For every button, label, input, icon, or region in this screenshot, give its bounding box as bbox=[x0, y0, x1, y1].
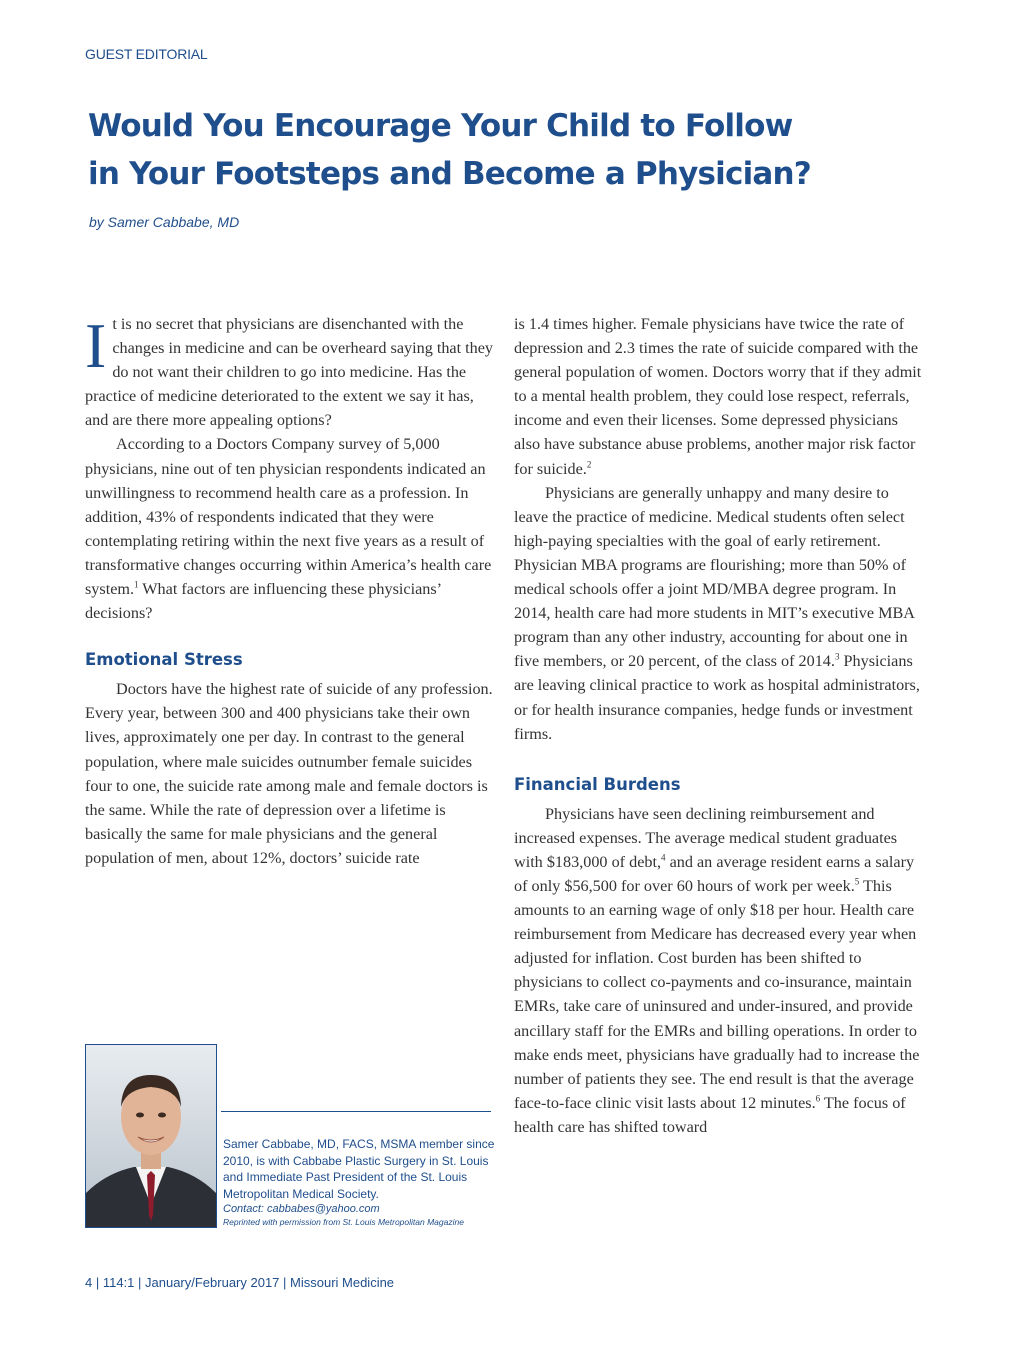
article-title-line-2: in Your Footsteps and Become a Physician? bbox=[88, 156, 811, 192]
drop-cap: I bbox=[85, 310, 107, 381]
intro-paragraph: It is no secret that physicians are disenchanted with the changes in medicine and can be overheard saying that they do not want their children to go into medicine. Has the practice of medicine deteriorated to the extent we say it has, and are there more appealing options? bbox=[85, 310, 494, 430]
section-heading-emotional-stress: Emotional Stress bbox=[85, 650, 243, 670]
financial-burdens-paragraph: Physicians have seen declining reimbursement and increased expenses. The average medical student graduates with $183,000 of debt,$^4$ and an average resident earns a salary of only $56,500 for over 60 hours of work per week.$^5$ This amounts to an earning wage of only $18 per hour. Health care reimbursement from Medicare has decreased every year when adjusted for inflation. Cost burden has been shifted to physicians to collect co-payments and co-insurance, maintain EMRs, take care of uninsured and under-insured, and provide ancillary staff for the EMRs and billing operations. In order to make ends meet, physicians have gradually had to increase the number of patients they see. The end result is that the average face-to-face clinic visit lasts about 12 minutes.$^6$ The focus of health care has shifted toward bbox=[514, 804, 920, 1136]
footnote-ref: 5 bbox=[854, 876, 860, 887]
author-bio bbox=[223, 1136, 498, 1228]
section-heading-financial-burdens: Financial Burdens bbox=[514, 774, 681, 794]
author-contact: Contact: cabbabes@yahoo.com bbox=[223, 1203, 380, 1215]
bio-divider bbox=[221, 1111, 491, 1112]
page-footer: 4 | 114:1 | January/February 2017 | Missouri Medicine bbox=[85, 1275, 395, 1290]
footnote-ref: 6 bbox=[815, 1093, 821, 1104]
author-portrait-image bbox=[86, 1045, 216, 1227]
survey-paragraph: According to a Doctors Company survey of 5,000 physicians, nine out of ten physician respondents indicated an unwillingness to recommend health care as a profession. In addition, 43% of respondents indicated that they were contemplating retiring within the next five years as a result of transformative changes occurring within America’s health care system.$^1$ What factors are influencing these physicians’ decisions? bbox=[85, 435, 492, 623]
footnote-ref: 3 bbox=[834, 651, 840, 662]
footnote-ref: 1 bbox=[134, 579, 139, 590]
continued-paragraph: is 1.4 times higher. Female physicians have twice the rate of depression and 2.3 times the rate of suicide compared with the general population of women. Doctors worry that if they admit to a mental health problem, they could lose respect, referrals, income and even their licenses. Some depressed physicians also have substance abuse problems, another major risk factor for suicide.$^2$ bbox=[514, 315, 922, 478]
emotional-stress-paragraph: Doctors have the highest rate of suicide of any profession. Every year, between 300 and 400 physicians take their own lives, approximately one per day. In contrast to the general population, where male suicides outnumber female suicides four to one, the suicide rate among male and female doctors is the same. While the rate of depression over a lifetime is basically the same for male physicians and the general population of men, about 12%, doctors’ suicide rate bbox=[85, 680, 493, 867]
author-bio-text: Samer Cabbabe, MD, FACS, MSMA member since 2010, is with Cabbabe Plastic Surgery in St. Louis and Immediate Past President of the St. Louis Metropolitan Medical Society. bbox=[223, 1137, 495, 1201]
article-title bbox=[88, 102, 908, 198]
reprint-note: Reprinted with permission from St. Louis Metropolitan Magazine bbox=[223, 1217, 464, 1227]
footnote-ref: 4 bbox=[661, 852, 666, 863]
author-photo bbox=[85, 1044, 217, 1228]
footnote-ref: 2 bbox=[586, 459, 592, 470]
left-column bbox=[85, 312, 495, 870]
article-title-line-1: Would You Encourage Your Child to Follow bbox=[88, 108, 793, 144]
section-label: GUEST EDITORIAL bbox=[85, 46, 208, 62]
right-column bbox=[514, 312, 924, 1139]
unhappy-physicians-paragraph: Physicians are generally unhappy and many desire to leave the practice of medicine. Medical students often select high-paying specialties with the goal of early retirement. Physician MBA programs are flourishing; more than 50% of medical schools offer a joint MD/MBA degree program. In 2014, health care had more students in MIT’s executive MBA program than any other industry, accounting for about one in five members, or 20 percent, of the class of 2014.$^3$ Physicians are leaving clinical practice to work as hospital administrators, or for health insurance companies, hedge funds or investment firms. bbox=[514, 483, 920, 743]
byline: by Samer Cabbabe, MD bbox=[89, 214, 240, 230]
